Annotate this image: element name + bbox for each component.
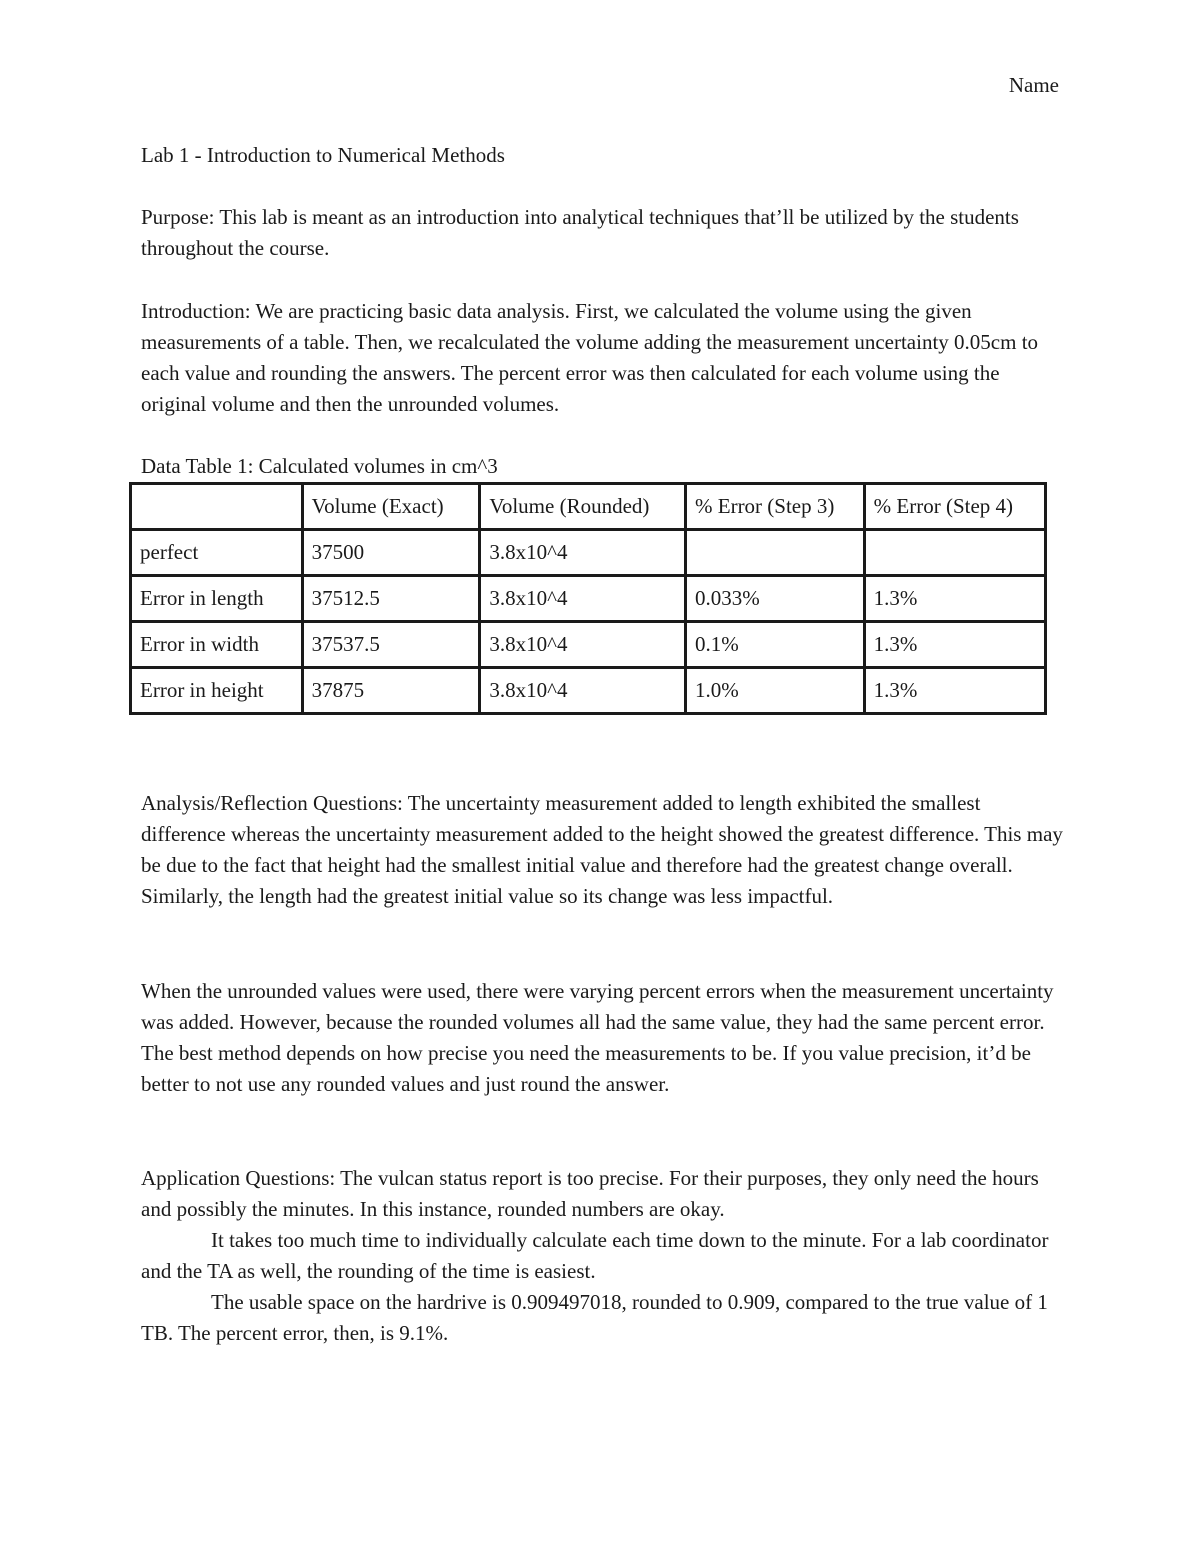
table-cell: 37537.5 bbox=[302, 622, 480, 668]
table-cell: 37875 bbox=[302, 668, 480, 714]
application-paragraph-3: The usable space on the hardrive is 0.909497018, rounded to 0.909, compared to the true value of 1 TB. The percent error, then, is 9.1%. bbox=[141, 1290, 1048, 1345]
application-paragraph-2: It takes too much time to individually calculate each time down to the minute. For a lab coordinator and the TA as well, the rounding of the time is easiest. bbox=[141, 1228, 1049, 1283]
table-row bbox=[131, 668, 1046, 714]
table-cell: 37500 bbox=[302, 530, 480, 576]
data-table bbox=[129, 482, 1047, 715]
student-name: Name bbox=[1008, 73, 1059, 97]
table-cell: 1.3% bbox=[864, 668, 1045, 714]
table-cell: 3.8x10^4 bbox=[480, 576, 686, 622]
table-row bbox=[131, 622, 1046, 668]
table-cell: 3.8x10^4 bbox=[480, 668, 686, 714]
table-cell: 3.8x10^4 bbox=[480, 530, 686, 576]
table-row bbox=[131, 576, 1046, 622]
table-caption: Data Table 1: Calculated volumes in cm^3 bbox=[141, 454, 498, 478]
table-cell: 37512.5 bbox=[302, 576, 480, 622]
table-cell: 3.8x10^4 bbox=[480, 622, 686, 668]
table-cell: Error in height bbox=[131, 668, 303, 714]
table-header-row bbox=[131, 484, 1046, 530]
table-cell: Error in width bbox=[131, 622, 303, 668]
table-header-cell bbox=[131, 484, 303, 530]
table-cell bbox=[864, 530, 1045, 576]
table-header-cell: % Error (Step 3) bbox=[686, 484, 865, 530]
application-paragraph-1: Application Questions: The vulcan status report is too precise. For their purposes, they only need the hours and possibly the minutes. In this instance, rounded numbers are okay. bbox=[141, 1166, 1039, 1221]
table-cell: perfect bbox=[131, 530, 303, 576]
table-cell bbox=[686, 530, 865, 576]
analysis-paragraph-1: Analysis/Reflection Questions: The uncertainty measurement added to length exhibited the smallest difference whereas the uncertainty measurement added to the height showed the greatest difference. This may be due to the fact that height had the smallest initial value and therefore had the greatest change overall. Similarly, the length had the greatest initial value so its change was less impactful. bbox=[141, 791, 1063, 908]
table-cell: 0.1% bbox=[686, 622, 865, 668]
document-title: Lab 1 - Introduction to Numerical Methods bbox=[141, 143, 505, 167]
table-header-cell: % Error (Step 4) bbox=[864, 484, 1045, 530]
introduction-paragraph: Introduction: We are practicing basic data analysis. First, we calculated the volume using the given measurements of a table. Then, we recalculated the volume adding the measurement uncertainty 0.05cm to each value and rounding the answers. The percent error was then calculated for each volume using the original volume and then the unrounded volumes. bbox=[141, 299, 1039, 416]
table-row bbox=[131, 530, 1046, 576]
table-cell: Error in length bbox=[131, 576, 303, 622]
table-header-cell: Volume (Rounded) bbox=[480, 484, 686, 530]
table-header-cell: Volume (Exact) bbox=[302, 484, 480, 530]
analysis-paragraph-2: When the unrounded values were used, there were varying percent errors when the measurement uncertainty was added. However, because the rounded volumes all had the same value, they had the same percent error. The best method depends on how precise you need the measurements to be. If you value precision, it’d be better to not use any rounded values and just round the answer. bbox=[141, 979, 1054, 1096]
table-cell: 1.3% bbox=[864, 622, 1045, 668]
table-cell: 0.033% bbox=[686, 576, 865, 622]
table-cell: 1.0% bbox=[686, 668, 865, 714]
purpose-paragraph: Purpose: This lab is meant as an introduction into analytical techniques that’ll be utilized by the students throughout the course. bbox=[141, 205, 1019, 260]
table-cell: 1.3% bbox=[864, 576, 1045, 622]
